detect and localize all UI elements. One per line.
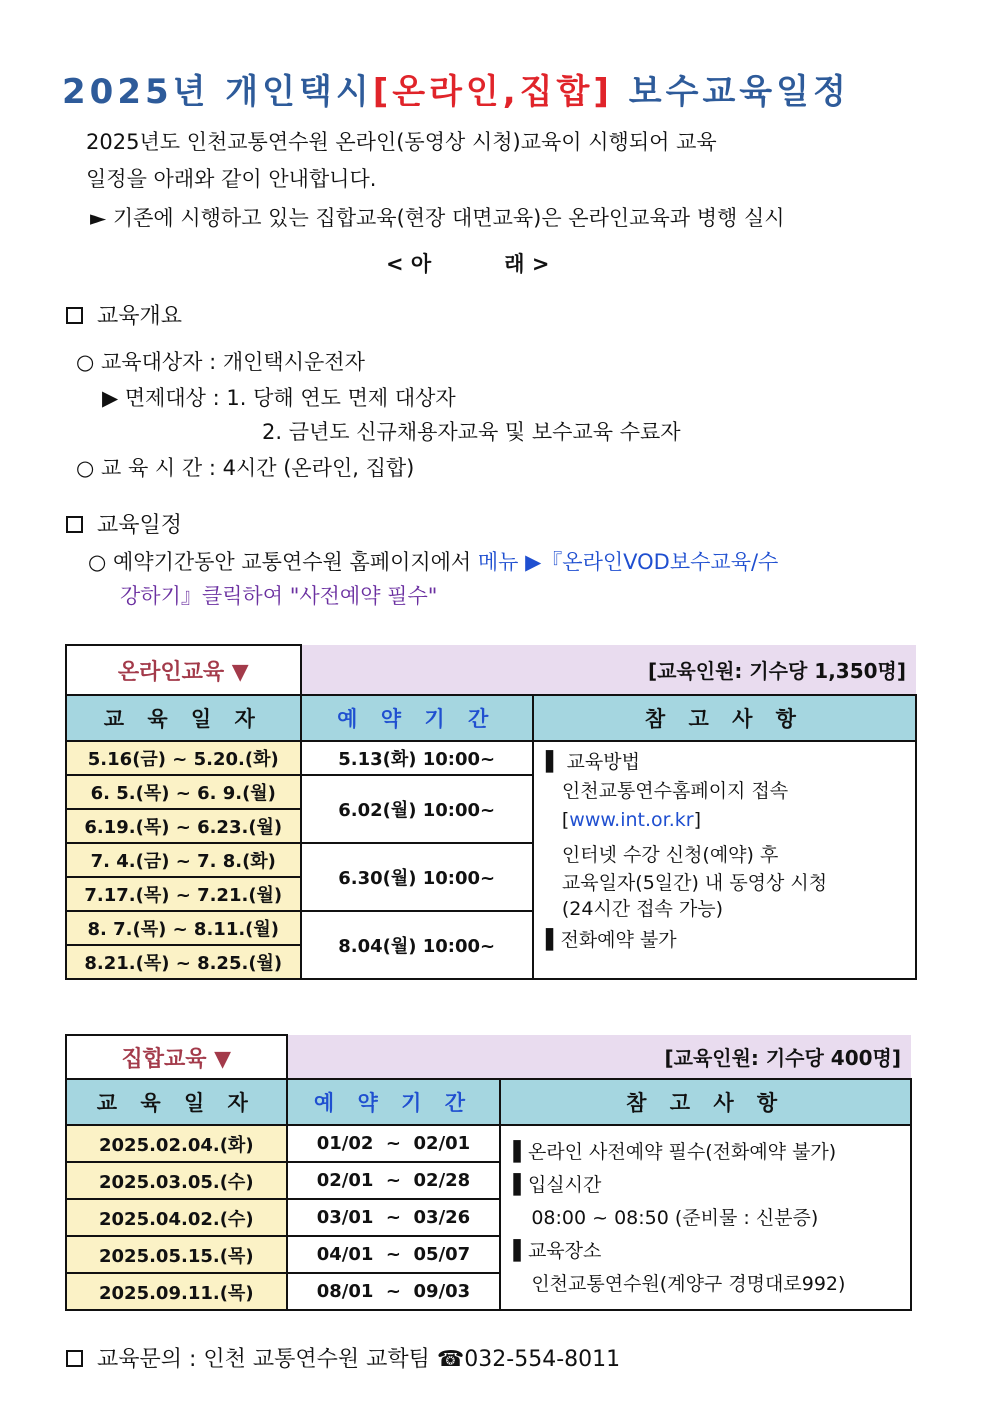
- online-note-watch: 교육일자(5일간) 내 동영상 시청: [561, 872, 828, 894]
- online-note-url: [www.int.or.kr]: [561, 809, 701, 831]
- below-heading: < 아 래 >: [386, 252, 550, 276]
- schedule-note-line2: [120, 580, 437, 610]
- online-date-row: 7.17.(목) ~ 7.21.(월): [66, 877, 301, 911]
- reservation-required: "사전예약 필수": [289, 584, 438, 608]
- schedule-heading: 교육일정: [97, 513, 183, 538]
- overview-section: [66, 299, 182, 330]
- offline-header-notes: 참 고 사 항: [500, 1079, 911, 1125]
- offline-period-row: 04/01 ~ 05/07: [287, 1236, 501, 1273]
- offline-date-row: 2025.05.15.(목): [66, 1236, 287, 1273]
- exempt-line-2: 2. 금년도 신규채용자교육 및 보수교육 수료자: [262, 420, 681, 444]
- online-date-row: 8.21.(목) ~ 8.25.(월): [66, 945, 301, 979]
- online-note-no-phone: ▌전화예약 불가: [545, 929, 677, 951]
- online-note-apply: 인터넷 수강 신청(예약) 후: [561, 844, 779, 866]
- overview-heading: 교육개요: [97, 304, 183, 329]
- offline-period-row: 03/01 ~ 03/26: [287, 1199, 501, 1236]
- online-schedule-table: [65, 644, 917, 980]
- intro-line2: 일정을 아래와 같이 안내합니다.: [86, 167, 377, 191]
- offline-period-row: 08/01 ~ 09/03: [287, 1273, 501, 1310]
- online-notes: [533, 741, 916, 979]
- title-part1: 2025년 개인택시: [62, 72, 373, 112]
- offline-note-place: ▌교육장소: [513, 1240, 602, 1262]
- schedule-note-b: 강하기』클릭하여: [120, 584, 290, 608]
- offline-date-row: 2025.03.05.(수): [66, 1162, 287, 1199]
- title-part3: 보수교육일정: [628, 72, 850, 112]
- exempt-line: ▶ 면제대상 : 1. 당해 연도 면제 대상자: [102, 386, 456, 410]
- offline-note-reservation: ▌온라인 사전예약 필수(전화예약 불가): [513, 1141, 837, 1163]
- contact-info: 교육문의 : 인천 교통연수원 교학팀 ☎032-554-8011: [97, 1347, 621, 1372]
- offline-date-row: 2025.09.11.(목): [66, 1273, 287, 1310]
- online-reservation-row: 6.02(월) 10:00~: [301, 775, 533, 843]
- online-reservation-row: 8.04(월) 10:00~: [301, 911, 533, 979]
- offline-schedule-table: [65, 1034, 912, 1311]
- online-note-site: 인천교통연수홈페이지 접속: [561, 780, 789, 802]
- online-date-row: 7. 4.(금) ~ 7. 8.(화): [66, 843, 301, 877]
- offline-tab: 집합교육 ▼: [66, 1035, 287, 1079]
- online-capacity: [교육인원: 기수당 1,350명]: [301, 645, 916, 695]
- title-part2: [온라인,집합]: [372, 72, 613, 112]
- square-bullet-icon: [66, 516, 83, 533]
- online-date-row: 6. 5.(목) ~ 6. 9.(월): [66, 775, 301, 809]
- offline-period-row: 02/01 ~ 02/28: [287, 1162, 501, 1199]
- online-note-24h: (24시간 접속 가능): [561, 898, 724, 920]
- online-date-row: 8. 7.(목) ~ 8.11.(월): [66, 911, 301, 945]
- homepage-link[interactable]: www.int.or.kr: [569, 809, 694, 831]
- offline-date-row: 2025.02.04.(화): [66, 1125, 287, 1162]
- schedule-note-line1: [88, 546, 778, 576]
- online-date-row: 6.19.(목) ~ 6.23.(월): [66, 809, 301, 843]
- offline-note-checkin: ▌입실시간: [513, 1174, 602, 1196]
- online-header-date: 교 육 일 자: [66, 695, 301, 741]
- contact-section: [66, 1342, 620, 1373]
- offline-note-address: 인천교통연수원(계양구 경명대로992): [531, 1273, 846, 1295]
- vod-menu-link[interactable]: 메뉴 ▶『온라인VOD보수교육/수: [477, 550, 779, 574]
- page-title: [62, 64, 850, 113]
- online-note-method: ▌ 교육방법: [545, 751, 640, 773]
- offline-notes: [500, 1125, 911, 1310]
- online-header-notes: 참 고 사 항: [533, 695, 916, 741]
- time-line: ○ 교 육 시 간 : 4시간 (온라인, 집합): [76, 456, 415, 480]
- online-reservation-row: 5.13(화) 10:00~: [301, 741, 533, 775]
- square-bullet-icon: [66, 1350, 83, 1367]
- target-line: ○ 교육대상자 : 개인택시운전자: [76, 350, 365, 374]
- offline-date-row: 2025.04.02.(수): [66, 1199, 287, 1236]
- schedule-section: [66, 508, 182, 539]
- online-tab: 온라인교육 ▼: [66, 645, 301, 695]
- offline-header-date: 교 육 일 자: [66, 1079, 287, 1125]
- intro-line1: 2025년도 인천교통연수원 온라인(동영상 시청)교육이 시행되어 교육: [86, 130, 717, 154]
- schedule-note-a: ○ 예약기간동안 교통연수원 홈페이지에서: [88, 550, 478, 574]
- offline-capacity: [교육인원: 기수당 400명]: [287, 1035, 911, 1079]
- offline-header-reservation: 예 약 기 간: [287, 1079, 501, 1125]
- intro-line3: ► 기존에 시행하고 있는 집합교육(현장 대면교육)은 온라인교육과 병행 실시: [90, 206, 785, 230]
- offline-note-time: 08:00 ~ 08:50 (준비물 : 신분증): [531, 1207, 819, 1229]
- offline-period-row: 01/02 ~ 02/01: [287, 1125, 501, 1162]
- square-bullet-icon: [66, 307, 83, 324]
- online-date-row: 5.16(금) ~ 5.20.(화): [66, 741, 301, 775]
- online-reservation-row: 6.30(월) 10:00~: [301, 843, 533, 911]
- online-header-reservation: 예 약 기 간: [301, 695, 533, 741]
